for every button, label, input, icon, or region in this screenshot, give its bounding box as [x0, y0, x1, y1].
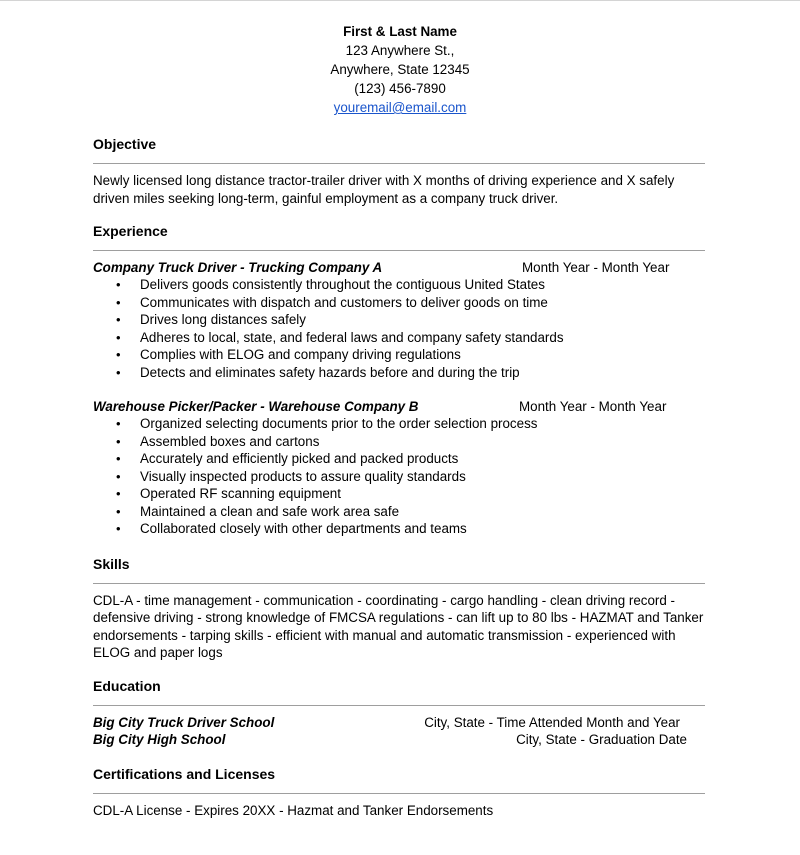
skills-text: CDL-A - time management - communication - coordinating - cargo handling - clean driving record - defensive driving - strong knowledge of FMCSA regulations - can lift up to 80 lbs - HAZMAT and Tanker endorsements - tarping skills - efficient with manual and automatic transmission - experienced with ELOG and paper logs [93, 592, 704, 660]
job-title: Company Truck Driver - Trucking Company A [93, 260, 383, 275]
school-name: Big City High School [93, 731, 226, 747]
address-line-1: 123 Anywhere St., [345, 43, 455, 58]
certifications-section [93, 766, 705, 820]
job-dates: Month Year - Month Year [522, 260, 670, 275]
job-entry [93, 398, 705, 538]
list-item: • Collaborated closely with other departments and teams [93, 520, 705, 538]
objective-section [93, 136, 705, 207]
section-divider [93, 163, 705, 164]
phone-number: (123) 456-7890 [354, 81, 446, 96]
list-item: • Operated RF scanning equipment [93, 485, 705, 503]
resume-header [0, 22, 800, 117]
list-item: • Adheres to local, state, and federal laws and company safety standards [93, 329, 705, 347]
list-item: • Drives long distances safely [93, 311, 705, 329]
skills-section [93, 556, 705, 662]
certifications-heading: Certifications and Licenses [93, 765, 276, 782]
job-entry [93, 259, 705, 381]
job-title: Warehouse Picker/Packer - Warehouse Company B [93, 399, 419, 414]
certifications-text: CDL-A License - Expires 20XX - Hazmat and Tanker Endorsements [93, 802, 494, 818]
address-line-2: Anywhere, State 12345 [330, 62, 470, 77]
education-section [93, 678, 705, 748]
experience-heading: Experience [93, 223, 168, 239]
education-entry [93, 714, 705, 731]
section-divider [93, 705, 705, 706]
education-heading: Education [93, 677, 161, 694]
section-divider [93, 793, 705, 794]
school-info: City, State - Time Attended Month and Year [424, 714, 680, 730]
applicant-name: First & Last Name [343, 24, 457, 39]
job-duties-list [93, 276, 705, 381]
list-item: • Assembled boxes and cartons [93, 433, 705, 451]
list-item: • Detects and eliminates safety hazards before and during the trip [93, 364, 705, 382]
education-entry [93, 731, 705, 748]
top-divider [0, 0, 800, 1]
job-dates: Month Year - Month Year [519, 399, 667, 414]
list-item: • Accurately and efficiently picked and packed products [93, 450, 705, 468]
skills-heading: Skills [93, 555, 130, 572]
list-item: • Complies with ELOG and company driving regulations [93, 346, 705, 364]
list-item: • Delivers goods consistently throughout the contiguous United States [93, 276, 705, 294]
objective-heading: Objective [93, 136, 157, 152]
list-item: • Organized selecting documents prior to the order selection process [93, 415, 705, 433]
section-divider [93, 250, 705, 251]
email-link[interactable]: youremail@email.com [333, 100, 467, 115]
list-item: • Visually inspected products to assure quality standards [93, 468, 705, 486]
job-duties-list [93, 415, 705, 538]
list-item: • Communicates with dispatch and customers to deliver goods on time [93, 294, 705, 312]
experience-section [93, 223, 705, 538]
list-item: • Maintained a clean and safe work area safe [93, 503, 705, 521]
objective-text: Newly licensed long distance tractor-trailer driver with X months of driving experience and X safely driven miles seeking long-term, gainful employment as a company truck driver. [93, 173, 675, 206]
resume-body [93, 136, 705, 819]
section-divider [93, 583, 705, 584]
school-info: City, State - Graduation Date [516, 731, 687, 747]
school-name: Big City Truck Driver School [93, 714, 275, 730]
